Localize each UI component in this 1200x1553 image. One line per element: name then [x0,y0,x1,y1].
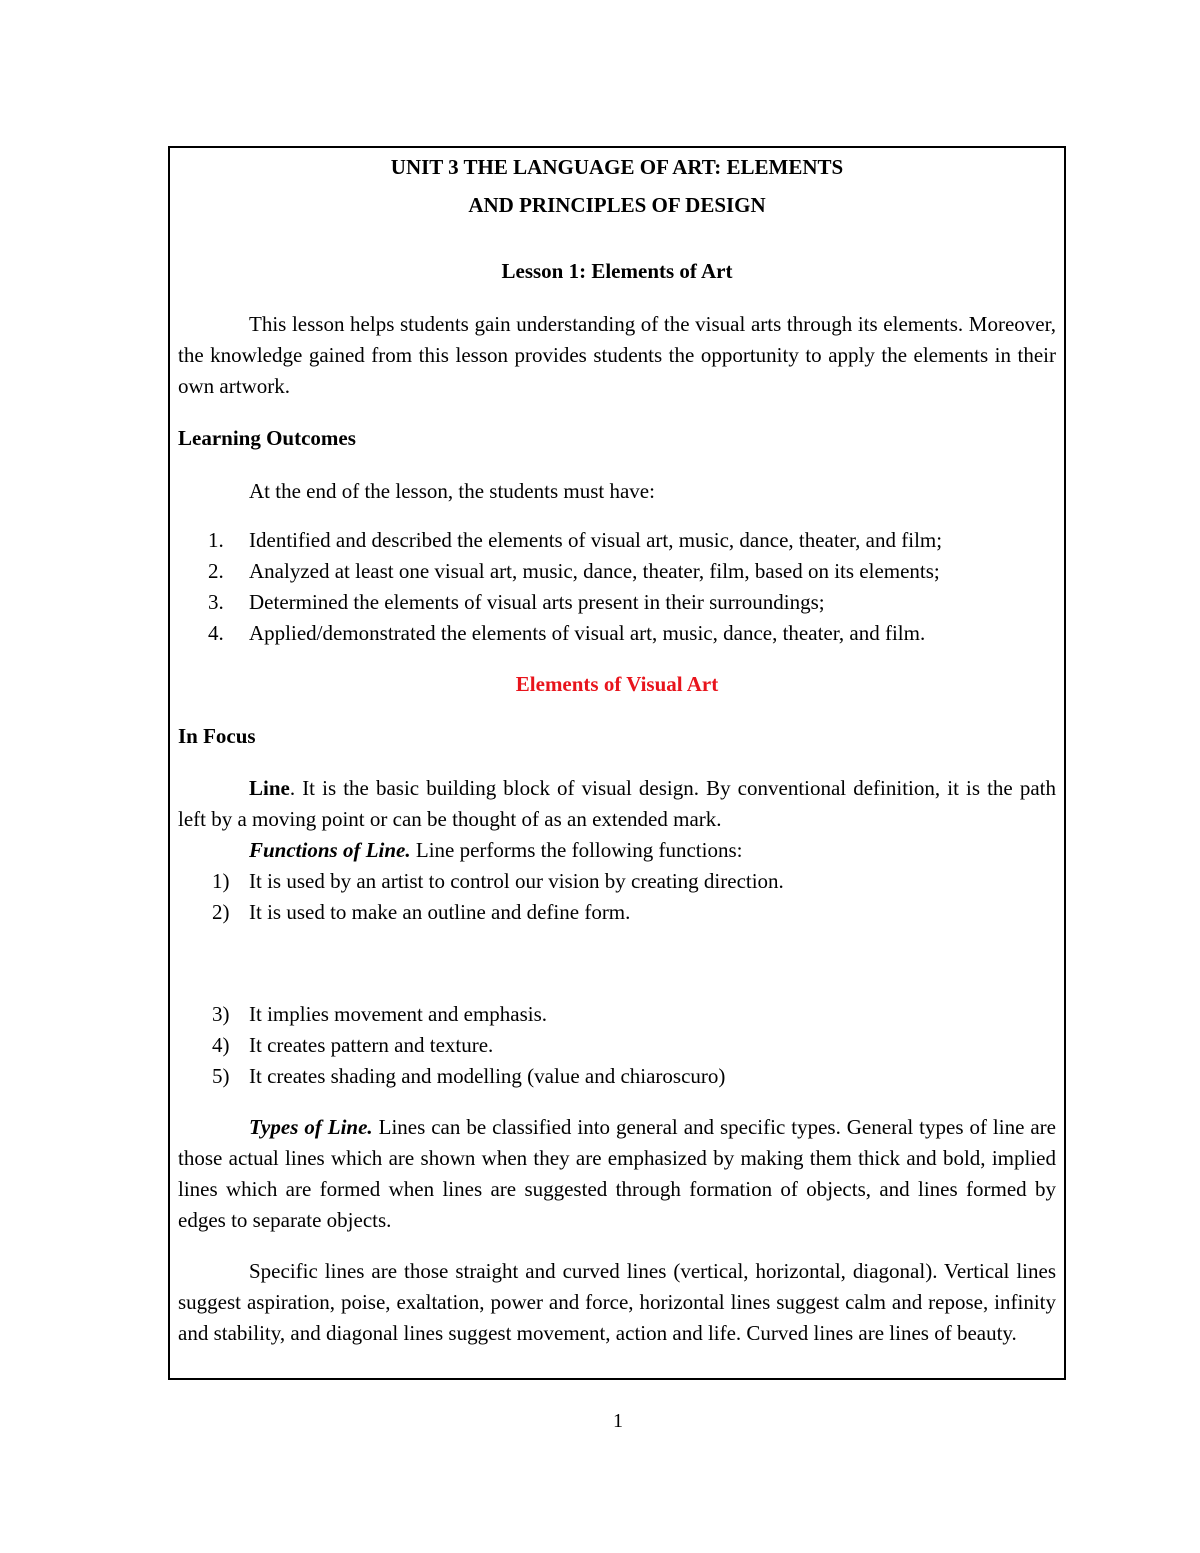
function-text: It is used to make an outline and define form. [249,900,631,924]
functions-lead: Line performs the following functions: [410,838,743,862]
outcome-text: Determined the elements of visual arts present in their surroundings; [249,590,825,614]
specific-lines-paragraph: Specific lines are those straight and curved lines (vertical, horizontal, diagonal). Vertical lines suggest aspiration, poise, exaltation, power and force, horizontal lines suggest calm and repose, infinity and stability, and diagonal lines suggest movement, action and life. Curved lines are lines of beauty. [178,1259,1056,1345]
page-number: 1 [613,1410,623,1432]
unit-title-line-2: AND PRINCIPLES OF DESIGN [468,193,766,217]
outcome-number: 2. [208,559,224,583]
learning-outcomes-heading: Learning Outcomes [178,426,356,450]
function-number: 3) [212,1002,230,1026]
unit-title-line-1: UNIT 3 THE LANGUAGE OF ART: ELEMENTS [390,155,844,179]
line-term: Line [249,776,290,800]
types-of-line-paragraph [178,1112,1056,1236]
outcome-item [178,556,1056,587]
outcome-number: 1. [208,528,224,552]
function-item [178,897,1056,928]
function-item [178,1061,1056,1092]
function-item [178,999,1056,1030]
function-text: It creates pattern and texture. [249,1033,494,1057]
outcome-item [178,525,1056,556]
function-number: 1) [212,869,230,893]
outcome-item [178,587,1056,618]
learning-outcomes-lead: At the end of the lesson, the students must have: [249,479,655,503]
outcome-item [178,618,1056,649]
functions-term: Functions of Line. [249,838,411,862]
function-number: 2) [212,900,230,924]
outcome-text: Identified and described the elements of visual art, music, dance, theater, and film; [249,528,943,552]
outcome-text: Analyzed at least one visual art, music, dance, theater, film, based on its elements; [249,559,940,583]
function-item [178,866,1056,897]
function-item [178,1030,1056,1061]
section-title: Elements of Visual Art [515,672,719,696]
intro-paragraph: This lesson helps students gain understanding of the visual arts through its elements. Moreover, the knowledge gained from this lesson provides students the opportunity to apply the elements in their own artwork. [178,312,1056,398]
types-text: Lines can be classified into general and specific types. General types of line are those actual lines which are shown when they are emphasized by making them thick and bold, implied lines which are formed when lines are suggested through formation of objects, and lines formed by edges to separate objects. [178,1115,1056,1232]
line-definition: . It is the basic building block of visual design. By conventional definition, it is the path left by a moving point or can be thought of as an extended mark. [178,776,1056,831]
outcome-number: 4. [208,621,224,645]
function-text: It implies movement and emphasis. [249,1002,548,1026]
in-focus-heading: In Focus [178,724,256,748]
function-text: It is used by an artist to control our vision by creating direction. [249,869,784,893]
line-definition-paragraph [178,773,1056,835]
content-frame [168,146,1066,1380]
outcome-text: Applied/demonstrated the elements of visual art, music, dance, theater, and film. [249,621,926,645]
function-number: 5) [212,1064,230,1088]
lesson-title: Lesson 1: Elements of Art [501,259,733,283]
function-number: 4) [212,1033,230,1057]
types-term: Types of Line. [249,1115,373,1139]
functions-intro [178,835,1056,866]
function-text: It creates shading and modelling (value and chiaroscuro) [249,1064,726,1088]
outcome-number: 3. [208,590,224,614]
